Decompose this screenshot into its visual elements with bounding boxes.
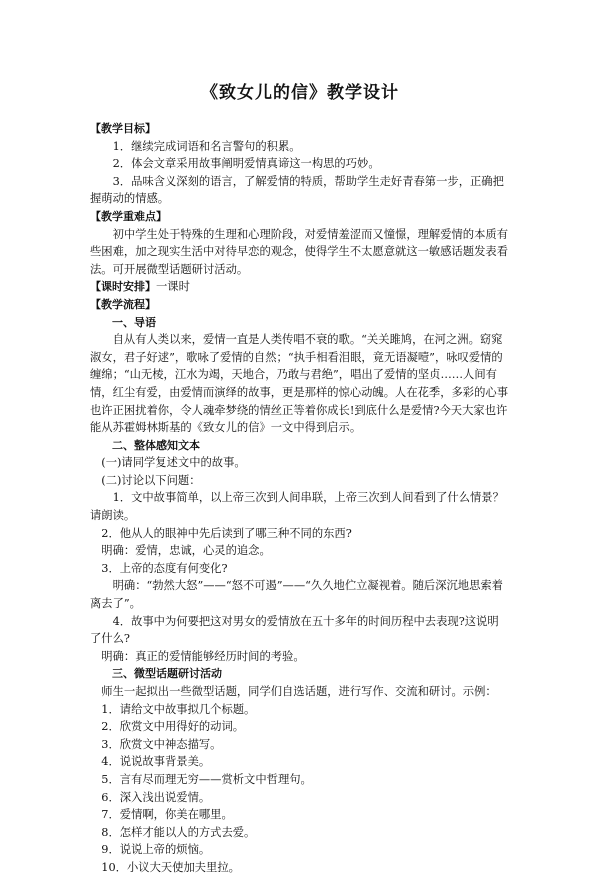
question-1: 1．文中故事简单，以上帝三次到人间串联，上帝三次到人间看到了什么情景？请朗读。	[90, 491, 504, 523]
micro-item-3: 3．欣赏文中神态描写。	[101, 737, 222, 751]
document-title: 《致女儿的信》教学设计	[201, 83, 399, 103]
micro-item-5: 5．言有尽而理无穷——赏析文中哲理句。	[101, 772, 312, 786]
goals-heading: 【教学目标】	[90, 122, 156, 135]
micro-item-7: 7．爱情啊，你美在哪里。	[101, 808, 233, 822]
question-2: 2．他从人的眼神中先后读到了哪三种不同的东西?	[101, 526, 352, 540]
micro-item-6: 6．深入浅出说爱情。	[101, 790, 211, 804]
schedule-line	[90, 278, 508, 296]
micro-item-2: 2．欣赏文中用得好的动词。	[101, 720, 245, 734]
difficulty-text: 初中学生处于特殊的生理和心理阶段，对爱情羞涩而又憧憬，理解爱情的本质有些困难，加之现实生活中对待早恋的观念，使得学生不太愿意就这一敏感话题发表看法。可开展微型话题研讨活动。	[90, 227, 508, 276]
micro-heading: 三、微型话题研讨活动	[112, 667, 222, 681]
micro-item-8: 8．怎样才能以人的方式去爱。	[101, 825, 256, 839]
question-3: 3．上帝的态度有何变化?	[101, 561, 228, 575]
overall-heading: 二、整体感知文本	[112, 438, 200, 452]
document-body	[90, 120, 508, 877]
answer-2: 明确：爱情，忠诚，心灵的追念。	[101, 544, 271, 558]
overall-step-1: (一)请同学复述文中的故事。	[101, 456, 246, 470]
goal-item-3: 3．品味含义深刻的语言，了解爱情的特质，帮助学生走好青春第一步，正确把握萌动的情感。	[90, 174, 504, 206]
schedule-value: 一课时	[156, 280, 190, 294]
answer-4: 明确：真正的爱情能够经历时间的考验。	[101, 649, 305, 663]
overall-step-2: (二)讨论以下问题：	[101, 473, 201, 487]
process-heading: 【教学流程】	[90, 297, 156, 311]
micro-intro: 师生一起拟出一些微型话题，同学们自选话题，进行写作、交流和研讨。示例：	[101, 685, 497, 698]
intro-heading: 一、导语	[112, 315, 156, 329]
difficulty-heading: 【教学重难点】	[90, 209, 167, 223]
micro-item-1: 1．请给文中故事拟几个标题。	[101, 702, 256, 716]
micro-item-10: 10．小议大天使加夫里拉。	[101, 860, 240, 874]
question-4: 4．故事中为何要把这对男女的爱情放在五十多年的时间历程中去表现?这说明了什么?	[90, 614, 499, 646]
goal-item-2: 2．体会文章采用故事阐明爱情真谛这一构思的巧妙。	[112, 157, 380, 171]
schedule-heading: 【课时安排】	[90, 280, 156, 294]
goal-item-1: 1．继续完成词语和名言警句的积累。	[112, 139, 301, 153]
answer-3: 明确：“勃然大怒”——“怒不可遏”——“久久地伫立凝视着。随后深沉地思索着离去了”。	[90, 579, 503, 611]
micro-item-9: 9．说说上帝的烦恼。	[101, 843, 211, 857]
intro-text: 自从有人类以来，爱情一直是人类传唱不衰的歌。“关关雎鸠，在河之洲。窈窕淑女，君子好逑”，歌咏了爱情的自然；“执手相看泪眼，竟无语凝噎”，咏叹爱情的缠绵；“山无棱，江水为竭，天地合，乃敢与君绝”，唱出了爱情的坚贞……人间有情，红尘有爱，由爱情而演绎的故事，更是那样的惊心动魄。人在花季，多彩的心事也许正困扰着你，令人魂牵梦绕的情丝正等着你成长!到底什么是爱情?今天大家也许能从苏霍姆林斯基的《致女儿的信》一文中得到启示。	[90, 333, 508, 435]
micro-item-4: 4．说说故事背景美。	[101, 755, 211, 769]
